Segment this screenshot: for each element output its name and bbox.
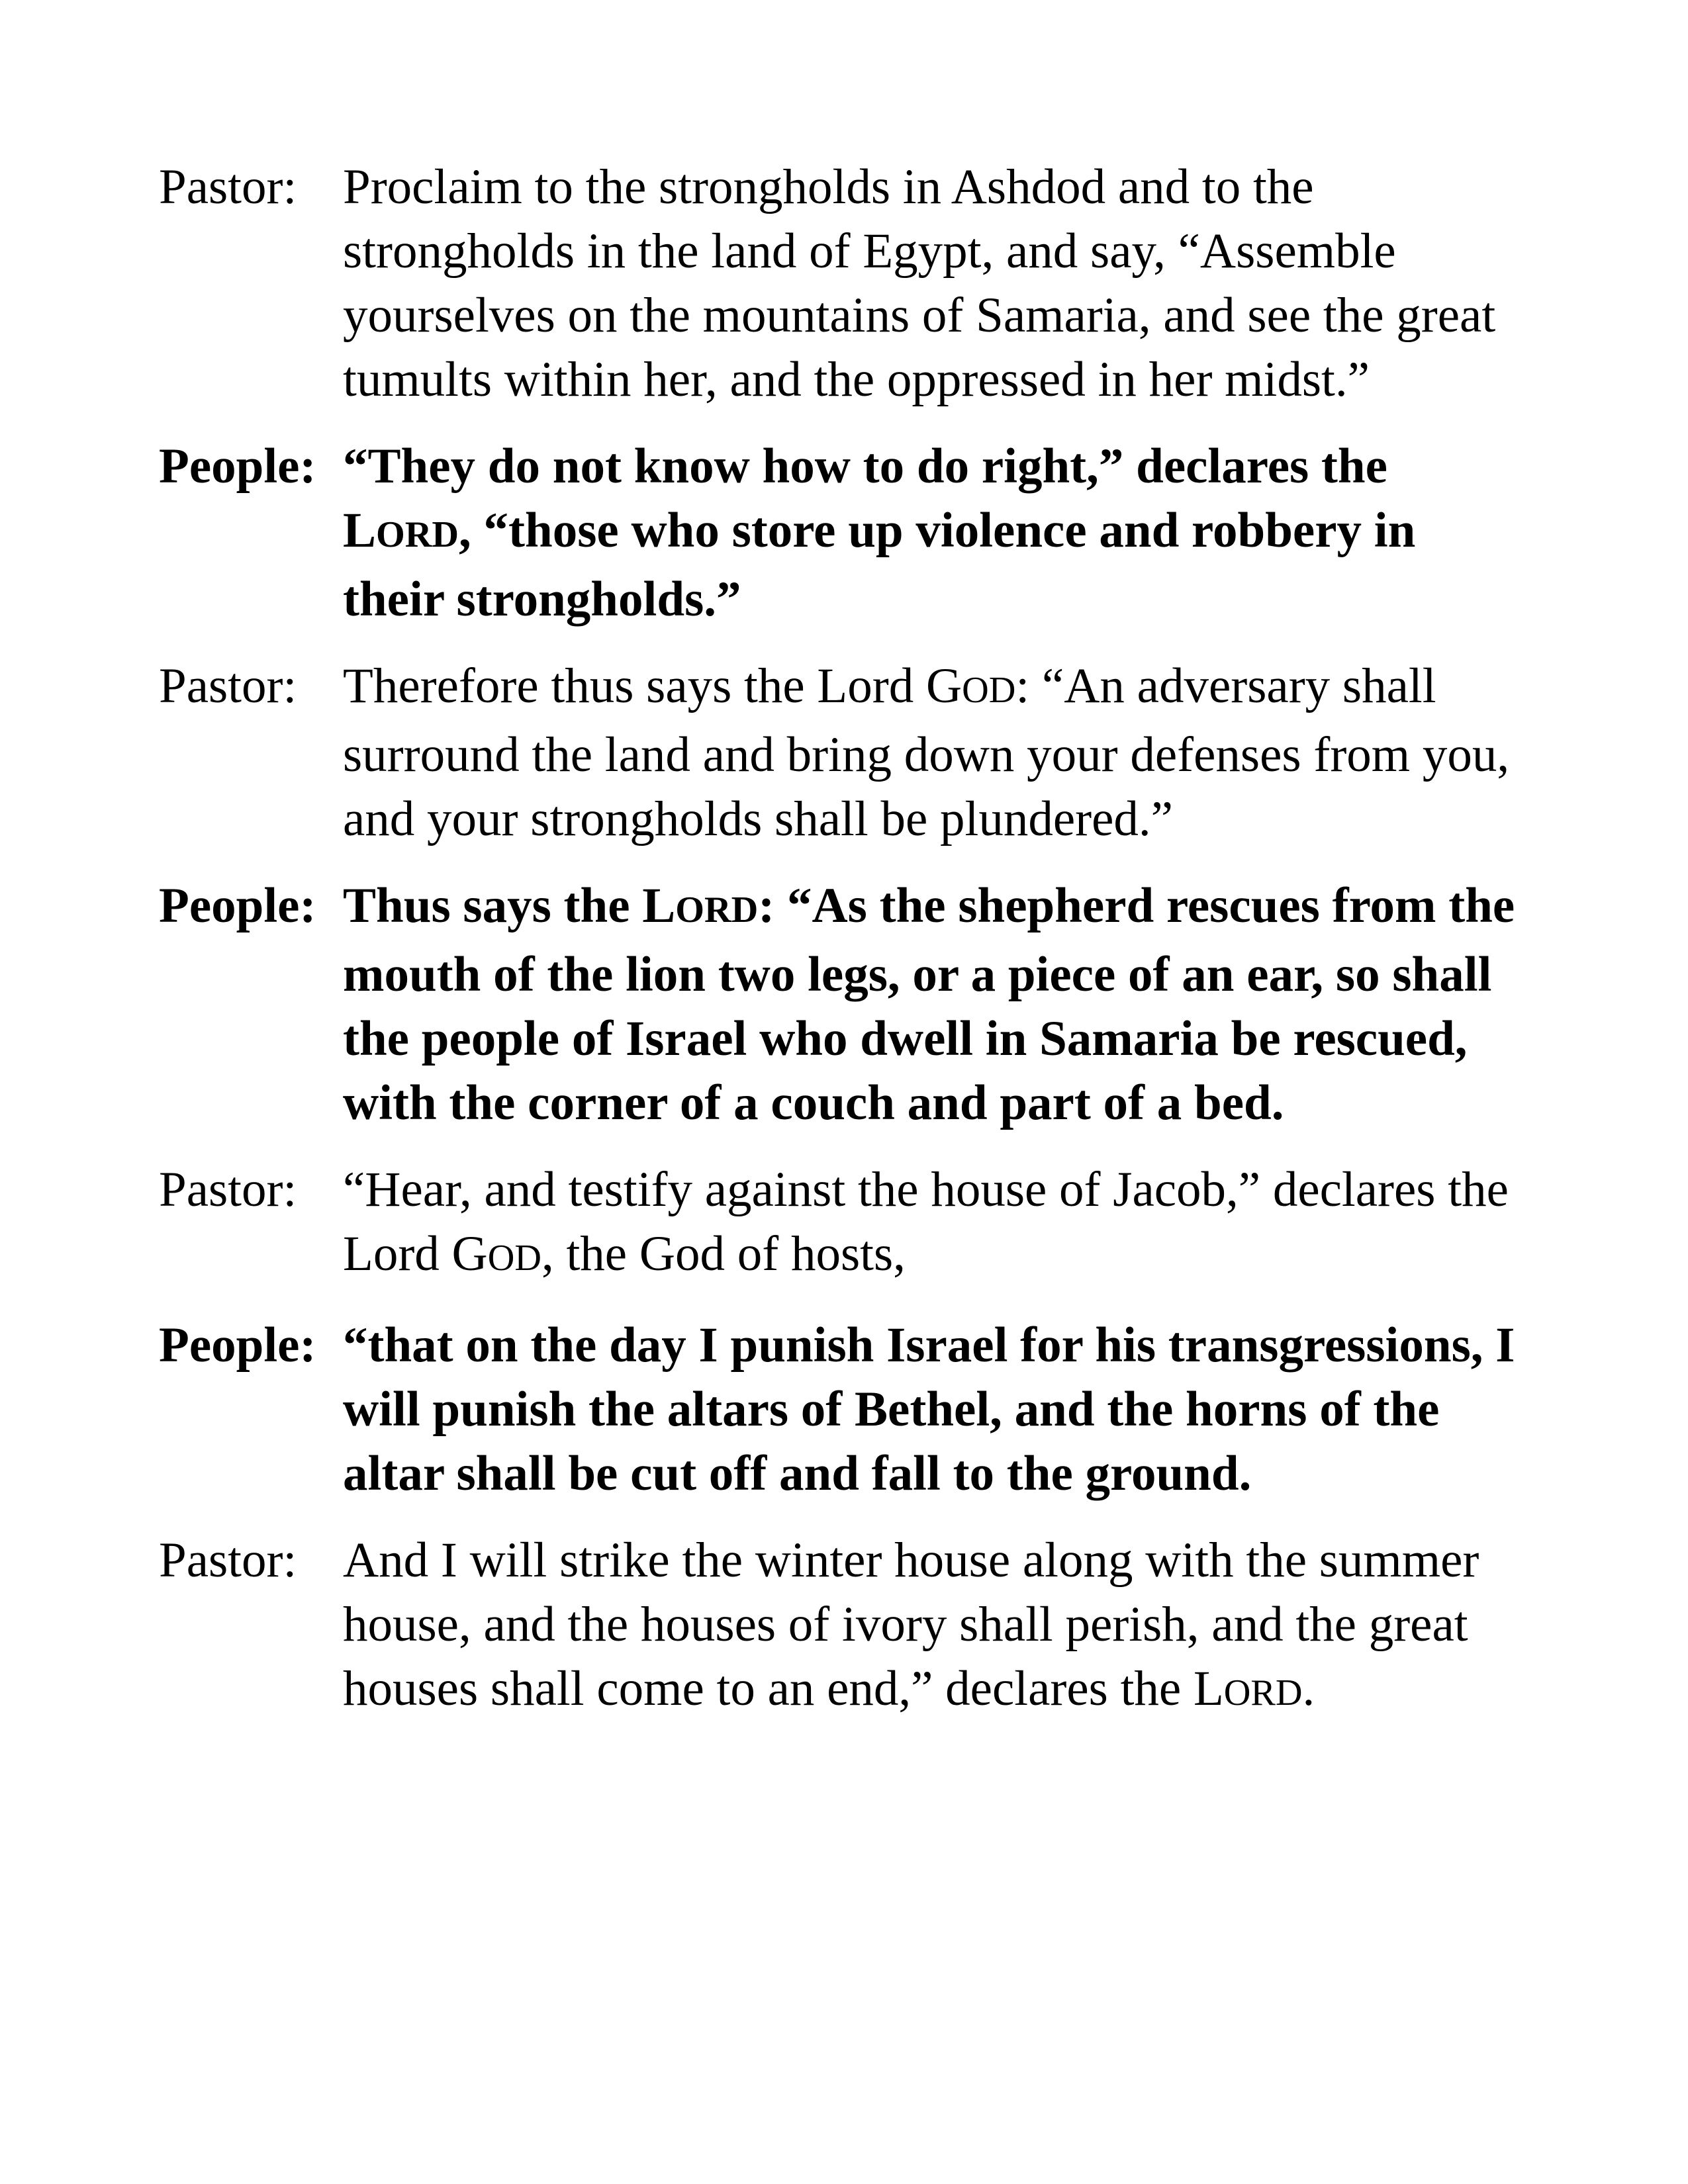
text-run: will punish the altars of Bethel, and the horns of the	[343, 1382, 1440, 1437]
speaker-label: Pastor:	[159, 1533, 297, 1588]
text-line	[343, 498, 1609, 567]
text-run: yourselves on the mountains of Samaria, and see the great	[343, 288, 1496, 343]
text-run: with the corner of a couch and part of a bed.	[343, 1075, 1284, 1130]
reading-paragraph	[0, 155, 1688, 412]
text-line	[343, 1592, 1609, 1657]
text-run: Thus says the L	[343, 878, 676, 933]
text-line	[343, 1313, 1609, 1377]
text-line	[343, 567, 1609, 631]
text-run: houses shall come to an end,” declares the L	[343, 1661, 1224, 1716]
speaker-label: People:	[159, 878, 316, 933]
text-run: L	[343, 503, 377, 558]
text-run: .	[1302, 1661, 1315, 1716]
reading-paragraph	[0, 1528, 1688, 1725]
text-line	[343, 1158, 1609, 1222]
paragraph-text	[343, 1528, 1609, 1725]
text-line	[343, 874, 1609, 942]
text-run: the people of Israel who dwell in Samaria be rescued,	[343, 1011, 1468, 1066]
text-run: And I will strike the winter house along with the summer	[343, 1533, 1479, 1588]
paragraph-text	[343, 874, 1609, 1135]
paragraph-text	[343, 1158, 1609, 1291]
text-run: : “As the shepherd rescues from the	[758, 878, 1515, 933]
text-run: Proclaim to the strongholds in Ashdod and to the	[343, 159, 1314, 214]
responsive-reading	[0, 155, 1688, 1725]
small-caps-text: ORD	[675, 889, 759, 931]
text-run: “Hear, and testify against the house of Jacob,” declares the	[343, 1162, 1509, 1217]
small-caps-text: ORD	[376, 514, 459, 555]
paragraph-text	[343, 1313, 1609, 1506]
text-run: mouth of the lion two legs, or a piece of an ear, so shall	[343, 947, 1492, 1002]
speaker-label: People:	[159, 1318, 316, 1373]
speaker-label: Pastor:	[159, 159, 297, 214]
text-line	[343, 654, 1609, 723]
text-line	[343, 434, 1609, 498]
text-run: house, and the houses of ivory shall perish, and the great	[343, 1597, 1468, 1652]
text-run: “They do not know how to do right,” declares the	[343, 439, 1387, 494]
text-run: : “An adversary shall	[1015, 659, 1436, 713]
text-line	[343, 1071, 1609, 1135]
reading-paragraph	[0, 1313, 1688, 1506]
paragraph-text	[343, 155, 1609, 412]
text-line	[343, 1441, 1609, 1506]
text-run: their strongholds.”	[343, 572, 741, 627]
text-run: , the God of hosts,	[541, 1226, 906, 1281]
text-line	[343, 1222, 1609, 1291]
text-line	[343, 219, 1609, 283]
text-line	[343, 1377, 1609, 1441]
text-run: and your strongholds shall be plundered.”	[343, 792, 1173, 846]
text-line	[343, 347, 1609, 412]
speaker-label: Pastor:	[159, 659, 297, 713]
text-run: , “those who store up violence and robbery in	[459, 503, 1416, 558]
reading-paragraph	[0, 874, 1688, 1135]
text-line	[343, 283, 1609, 347]
text-run: tumults within her, and the oppressed in her midst.”	[343, 352, 1370, 407]
text-run: strongholds in the land of Egypt, and say, “Assemble	[343, 224, 1396, 279]
small-caps-text: OD	[962, 670, 1016, 711]
small-caps-text: ORD	[1223, 1672, 1303, 1713]
reading-paragraph	[0, 1158, 1688, 1291]
reading-paragraph	[0, 654, 1688, 851]
text-line	[343, 155, 1609, 219]
text-run: altar shall be cut off and fall to the ground.	[343, 1446, 1252, 1501]
small-caps-text: OD	[487, 1238, 541, 1279]
text-run: Lord G	[343, 1226, 488, 1281]
speaker-label: Pastor:	[159, 1162, 297, 1217]
text-line	[343, 723, 1609, 787]
text-run: “that on the day I punish Israel for his transgressions, I	[343, 1318, 1515, 1373]
text-line	[343, 1528, 1609, 1592]
paragraph-text	[343, 434, 1609, 631]
paragraph-text	[343, 654, 1609, 851]
text-line	[343, 942, 1609, 1007]
text-line	[343, 787, 1609, 851]
speaker-label: People:	[159, 439, 316, 494]
text-run: surround the land and bring down your defenses from you,	[343, 727, 1510, 782]
text-run: Therefore thus says the Lord G	[343, 659, 962, 713]
text-line	[343, 1007, 1609, 1071]
text-line	[343, 1657, 1609, 1725]
reading-paragraph	[0, 434, 1688, 631]
